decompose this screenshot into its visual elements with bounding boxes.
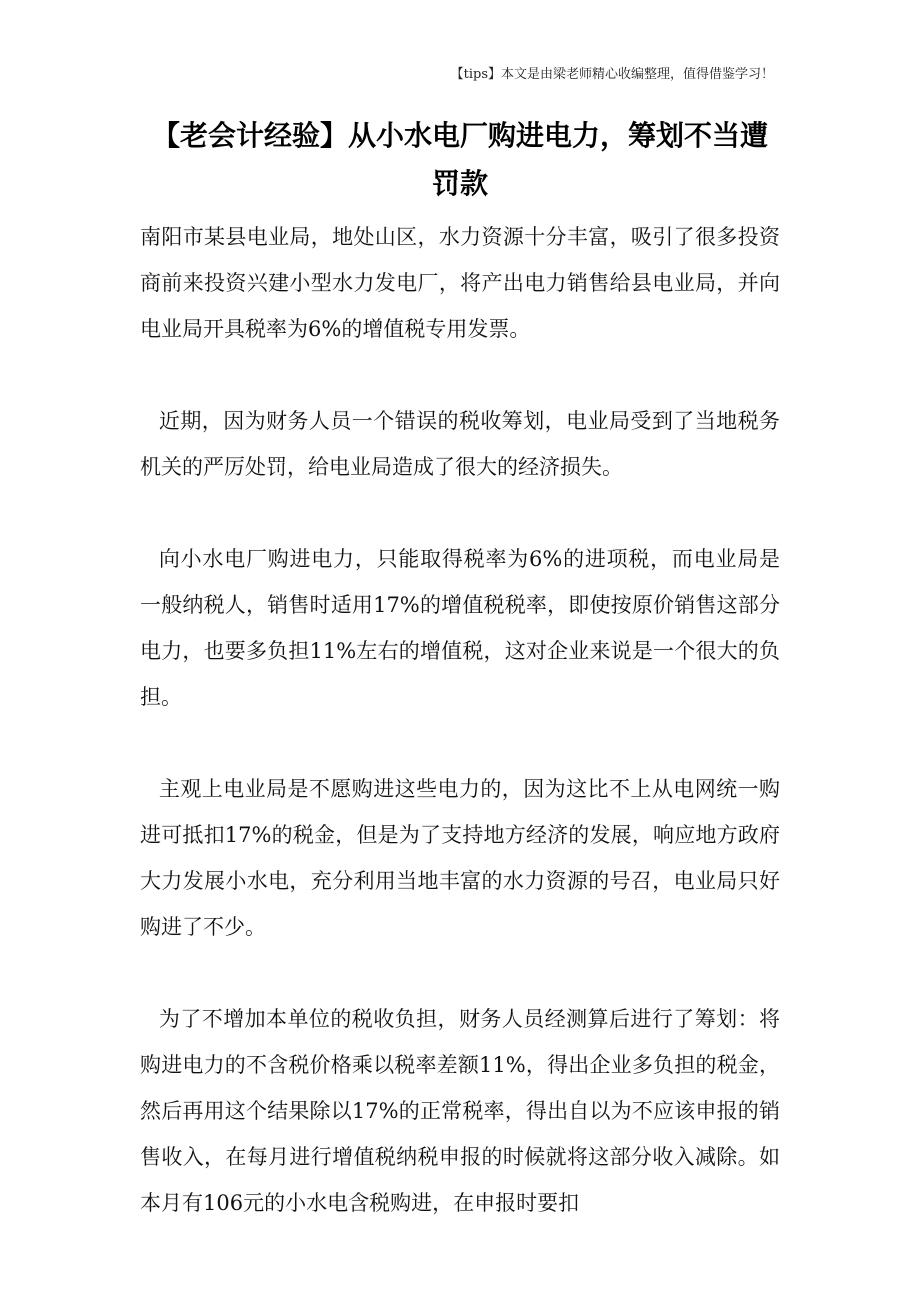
tips-note: 【tips】本文是由梁老师精心收编整理，值得借鉴学习！ <box>450 67 774 82</box>
paragraph-tax-rate: 向小水电厂购进电力，只能取得税率为6%的进项税，而电业局是一般纳税人，销售时适用17%的增值税税率，即使按原价销售这部分电力，也要多负担11%左右的增值税，这对企业来说是一个很大的负担。 <box>140 547 780 709</box>
paragraph-planning: 为了不增加本单位的税收负担，财务人员经测算后进行了筹划：将购进电力的不含税价格乘以税率差额11%，得出企业多负担的税金，然后再用这个结果除以17%的正常税率，得出自以为不应该申报的销售收入，在每月进行增值税纳税申报的时候就将这部分收入减除。如本月有106元的小水电含税购进，在申报时要扣 <box>140 1007 780 1215</box>
paragraph-penalty: 近期，因为财务人员一个错误的税收筹划，电业局受到了当地税务机关的严厉处罚，给电业局造成了很大的经济损失。 <box>140 409 780 479</box>
paragraph-intro: 南阳市某县电业局，地处山区，水力资源十分丰富，吸引了很多投资商前来投资兴建小型水力发电厂，将产出电力销售给县电业局，并向电业局开具税率为6%的增值税专用发票。 <box>140 225 780 341</box>
document-title: 【老会计经验】从小水电厂购进电力，筹划不当遭罚款 <box>151 119 768 200</box>
paragraph-purchase-reason: 主观上电业局是不愿购进这些电力的，因为这比不上从电网统一购进可抵扣17%的税金，但是为了支持地方经济的发展，响应地方政府大力发展小水电，充分利用当地丰富的水力资源的号召，电业局只好购进了不少。 <box>140 777 780 939</box>
document-body <box>140 214 780 1272</box>
